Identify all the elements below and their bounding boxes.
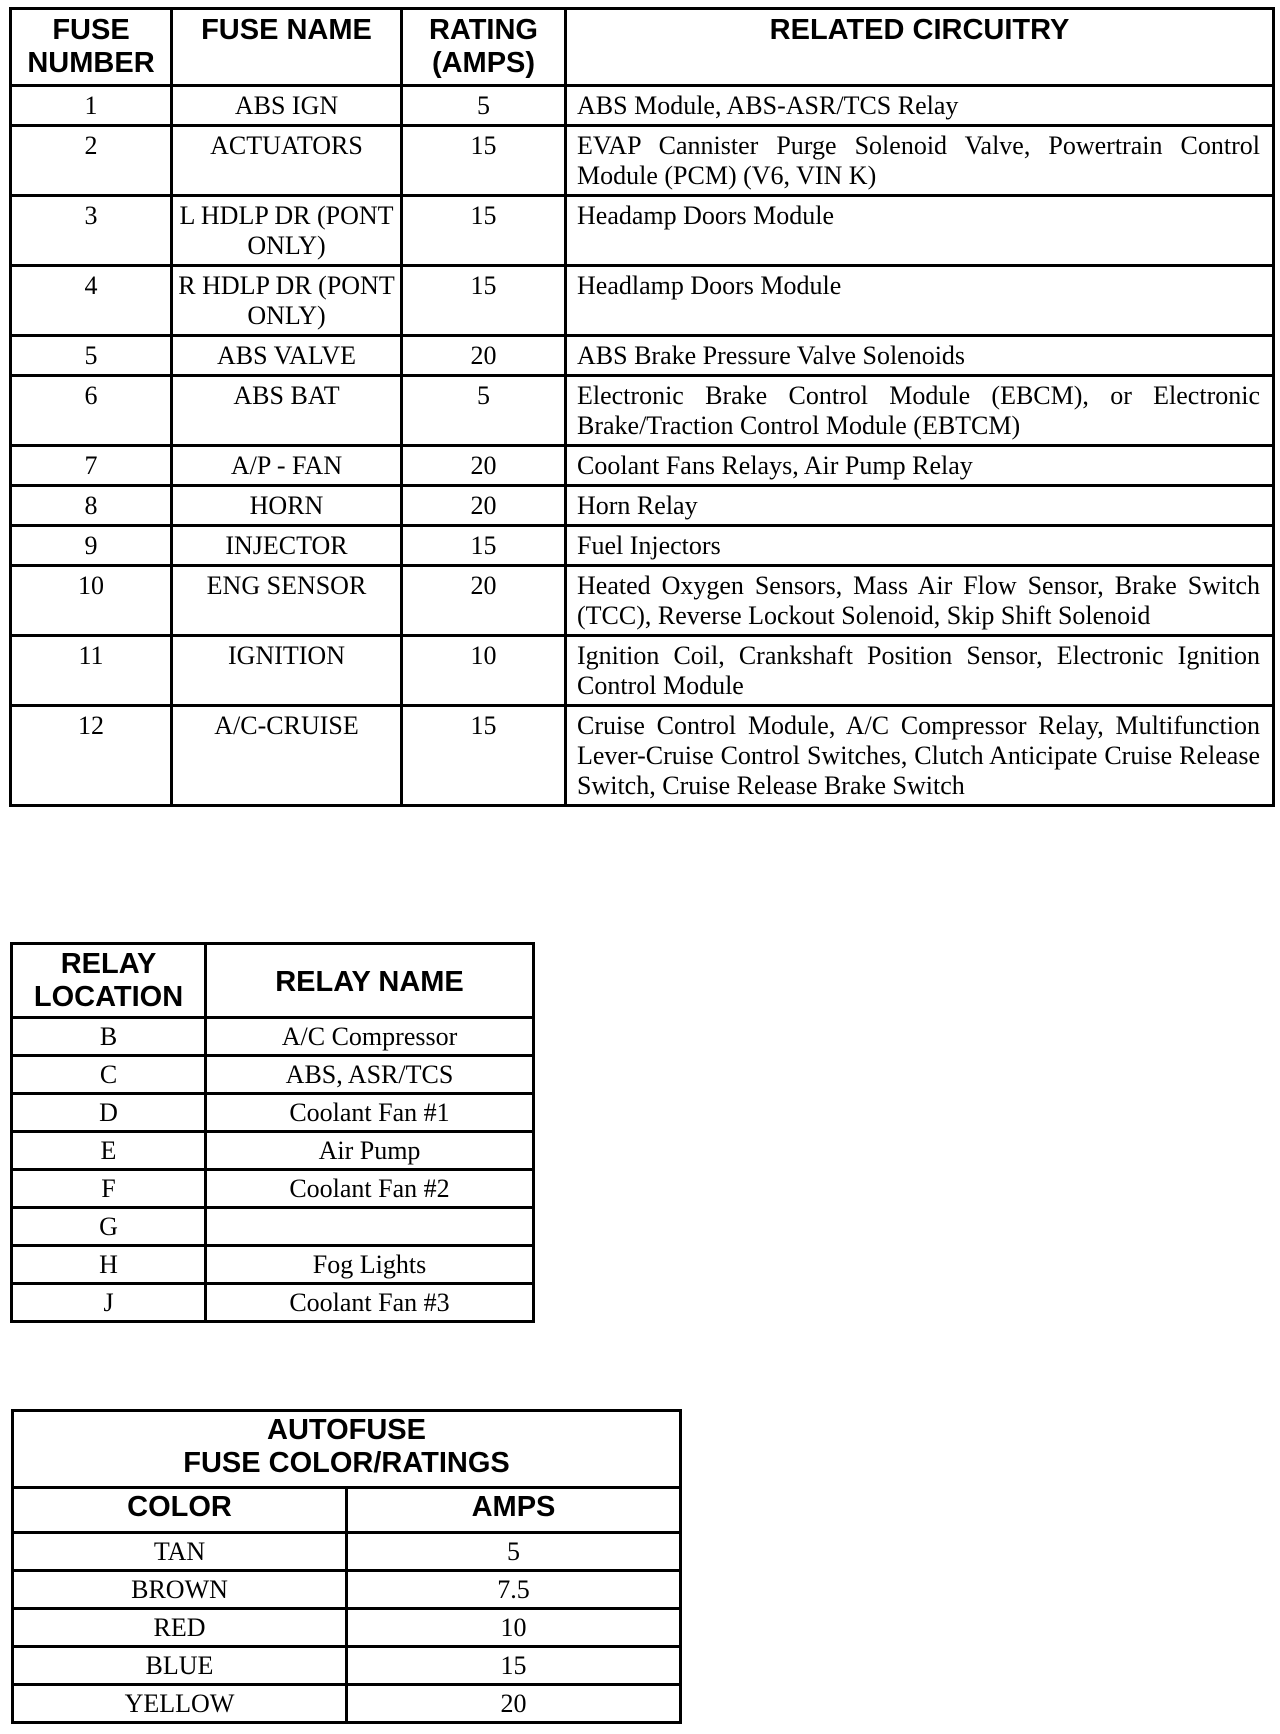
fuse-table-row (11, 86, 1274, 126)
color-table-row (13, 1647, 681, 1685)
relay-location-cell: E (12, 1132, 206, 1170)
fuse-color-cell: YELLOW (13, 1685, 347, 1723)
color-table-title-row (13, 1411, 681, 1488)
fuse-circuitry-cell: Headamp Doors Module (566, 196, 1274, 266)
fuse-name-cell: A/C-CRUISE (172, 706, 402, 806)
fuse-number-cell: 11 (11, 636, 172, 706)
relay-location-cell: J (12, 1284, 206, 1322)
header-amps-text: AMPS (471, 1491, 556, 1523)
fuse-number-cell: 10 (11, 566, 172, 636)
header-circuitry-text: RELATED CIRCUITRY (769, 14, 1070, 46)
fuse-circuitry-cell: Heated Oxygen Sensors, Mass Air Flow Sensor, Brake Switch (TCC), Reverse Lockout Solenoid, Skip Shift Solenoid (566, 566, 1274, 636)
fuse-circuitry-cell: EVAP Cannister Purge Solenoid Valve, Powertrain Control Module (PCM) (V6, VIN K) (566, 126, 1274, 196)
fuse-name-cell: ENG SENSOR (172, 566, 402, 636)
fuse-number-cell: 7 (11, 446, 172, 486)
relay-location-cell: F (12, 1170, 206, 1208)
fuse-name-cell: INJECTOR (172, 526, 402, 566)
header-circuitry (566, 9, 1274, 86)
fuse-amps-cell: 7.5 (347, 1571, 681, 1609)
fuse-rating-cell: 5 (402, 376, 566, 446)
relay-table-row (12, 1170, 534, 1208)
color-table-title-line2: FUSE COLOR/RATINGS (183, 1447, 510, 1479)
header-fuse-name (172, 9, 402, 86)
relay-location-cell: C (12, 1056, 206, 1094)
fuse-number-cell: 2 (11, 126, 172, 196)
fuse-number-cell: 12 (11, 706, 172, 806)
relay-location-cell: G (12, 1208, 206, 1246)
fuse-circuitry-cell: Headlamp Doors Module (566, 266, 1274, 336)
header-rating-text: RATING (AMPS) (428, 14, 538, 79)
relay-location-cell: B (12, 1018, 206, 1056)
relay-table (10, 942, 535, 1323)
fuse-rating-cell: 15 (402, 526, 566, 566)
fuse-circuitry-cell: Electronic Brake Control Module (EBCM), or Electronic Brake/Traction Control Module (EBTCM) (566, 376, 1274, 446)
relay-location-cell: D (12, 1094, 206, 1132)
fuse-number-cell: 1 (11, 86, 172, 126)
fuse-rating-cell: 15 (402, 196, 566, 266)
relay-location-cell: H (12, 1246, 206, 1284)
fuse-number-cell: 3 (11, 196, 172, 266)
header-relay-location-text: RELAY LOCATION (33, 948, 184, 1013)
fuse-amps-cell: 10 (347, 1609, 681, 1647)
header-rating (402, 9, 566, 86)
relay-table-row (12, 1208, 534, 1246)
color-table-row (13, 1571, 681, 1609)
relay-table-header-row (12, 944, 534, 1018)
relay-table-row (12, 1246, 534, 1284)
relay-name-cell: Fog Lights (206, 1246, 534, 1284)
fuse-number-cell: 8 (11, 486, 172, 526)
color-table-row (13, 1685, 681, 1723)
header-relay-name (206, 944, 534, 1018)
relay-table-row (12, 1094, 534, 1132)
relay-table-row (12, 1056, 534, 1094)
relay-name-cell (206, 1208, 534, 1246)
fuse-table-row (11, 196, 1274, 266)
relay-name-cell: ABS, ASR/TCS (206, 1056, 534, 1094)
fuse-name-cell: ABS VALVE (172, 336, 402, 376)
fuse-table-row (11, 706, 1274, 806)
fuse-name-cell: ABS IGN (172, 86, 402, 126)
fuse-number-cell: 4 (11, 266, 172, 336)
fuse-table (9, 7, 1275, 807)
fuse-circuitry-cell: Fuel Injectors (566, 526, 1274, 566)
fuse-name-cell: R HDLP DR (PONT ONLY) (172, 266, 402, 336)
relay-table-row (12, 1018, 534, 1056)
fuse-color-cell: RED (13, 1609, 347, 1647)
fuse-table-row (11, 526, 1274, 566)
fuse-rating-cell: 15 (402, 266, 566, 336)
fuse-name-cell: ACTUATORS (172, 126, 402, 196)
header-relay-name-text: RELAY NAME (275, 965, 464, 998)
fuse-rating-cell: 10 (402, 636, 566, 706)
relay-name-cell: Coolant Fan #2 (206, 1170, 534, 1208)
fuse-rating-cell: 15 (402, 126, 566, 196)
fuse-circuitry-cell: ABS Module, ABS-ASR/TCS Relay (566, 86, 1274, 126)
fuse-number-cell: 5 (11, 336, 172, 376)
fuse-color-table (11, 1409, 682, 1724)
fuse-circuitry-cell: Ignition Coil, Crankshaft Position Sensor, Electronic Ignition Control Module (566, 636, 1274, 706)
fuse-name-cell: A/P - FAN (172, 446, 402, 486)
fuse-rating-cell: 5 (402, 86, 566, 126)
fuse-rating-cell: 20 (402, 486, 566, 526)
fuse-name-cell: IGNITION (172, 636, 402, 706)
color-table-title (13, 1411, 681, 1488)
fuse-circuitry-cell: Coolant Fans Relays, Air Pump Relay (566, 446, 1274, 486)
fuse-table-row (11, 126, 1274, 196)
header-color (13, 1488, 347, 1533)
fuse-rating-cell: 15 (402, 706, 566, 806)
relay-name-cell: Air Pump (206, 1132, 534, 1170)
fuse-name-cell: HORN (172, 486, 402, 526)
header-fuse-number-text: FUSE NUMBER (27, 14, 155, 79)
fuse-name-cell: L HDLP DR (PONT ONLY) (172, 196, 402, 266)
fuse-rating-cell: 20 (402, 446, 566, 486)
fuse-circuitry-cell: Cruise Control Module, A/C Compressor Relay, Multifunction Lever-Cruise Control Switches, Clutch Anticipate Cruise Release Switch, Cruise Release Brake Switch (566, 706, 1274, 806)
relay-name-cell: Coolant Fan #3 (206, 1284, 534, 1322)
color-table-title-line1: AUTOFUSE (267, 1414, 426, 1446)
relay-table-row (12, 1284, 534, 1322)
relay-table-row (12, 1132, 534, 1170)
header-color-text: COLOR (127, 1491, 232, 1523)
header-fuse-name-text: FUSE NAME (201, 14, 372, 46)
fuse-table-row (11, 336, 1274, 376)
header-amps (347, 1488, 681, 1533)
fuse-table-row (11, 446, 1274, 486)
fuse-amps-cell: 15 (347, 1647, 681, 1685)
fuse-table-header-row (11, 9, 1274, 86)
fuse-amps-cell: 20 (347, 1685, 681, 1723)
header-fuse-number (11, 9, 172, 86)
color-table-row (13, 1609, 681, 1647)
color-table-header-row (13, 1488, 681, 1533)
relay-name-cell: Coolant Fan #1 (206, 1094, 534, 1132)
fuse-color-cell: BROWN (13, 1571, 347, 1609)
fuse-table-row (11, 566, 1274, 636)
fuse-circuitry-cell: Horn Relay (566, 486, 1274, 526)
fuse-number-cell: 6 (11, 376, 172, 446)
fuse-circuitry-cell: ABS Brake Pressure Valve Solenoids (566, 336, 1274, 376)
fuse-color-cell: BLUE (13, 1647, 347, 1685)
fuse-rating-cell: 20 (402, 566, 566, 636)
color-table-row (13, 1533, 681, 1571)
fuse-amps-cell: 5 (347, 1533, 681, 1571)
relay-name-cell: A/C Compressor (206, 1018, 534, 1056)
fuse-table-row (11, 486, 1274, 526)
fuse-rating-cell: 20 (402, 336, 566, 376)
header-relay-location (12, 944, 206, 1018)
fuse-name-cell: ABS BAT (172, 376, 402, 446)
fuse-color-cell: TAN (13, 1533, 347, 1571)
fuse-table-row (11, 636, 1274, 706)
fuse-number-cell: 9 (11, 526, 172, 566)
fuse-table-row (11, 376, 1274, 446)
fuse-table-row (11, 266, 1274, 336)
